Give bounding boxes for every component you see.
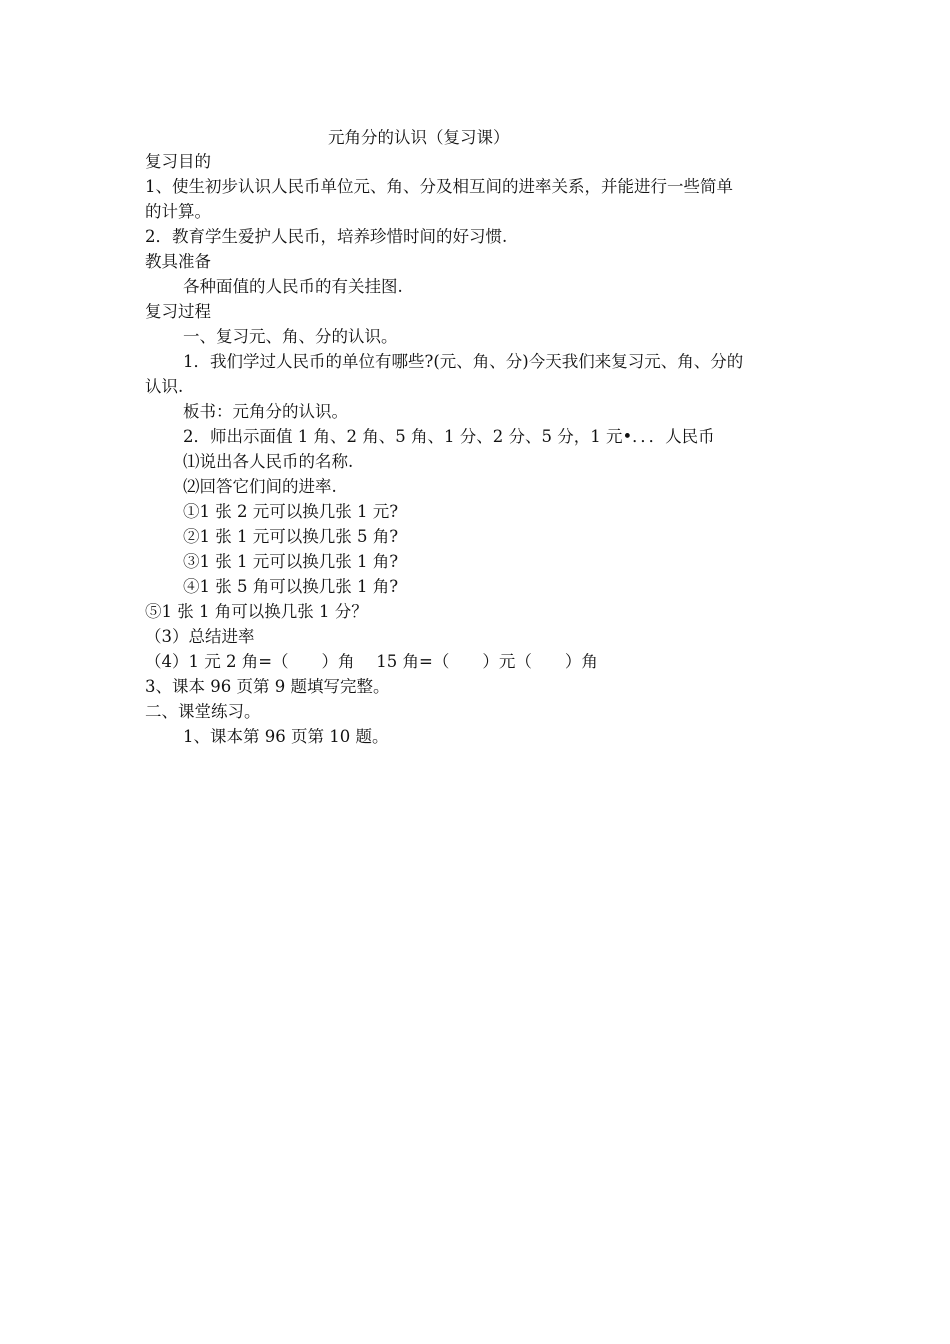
- list-item: ⑤1 张 1 角可以换几张 1 分？: [145, 602, 368, 621]
- paragraph-line: 1、课本第 96 页第 10 题。: [183, 727, 389, 746]
- list-item: ⑴说出各人民币的名称.: [183, 452, 354, 471]
- paragraph-line: 2．教育学生爱护人民币，培养珍惜时间的好习惯.: [145, 227, 508, 246]
- section-heading: 二、课堂练习。: [145, 702, 261, 721]
- paragraph-line: 板书：元角分的认识。: [183, 402, 348, 421]
- paragraph-line: 认识.: [145, 377, 184, 396]
- section-heading: 一、复习元、角、分的认识。: [183, 327, 398, 346]
- paragraph-line: 2．师出示面值 1 角、2 角、5 角、1 分、2 分、5 分，1 元•．．．人民币: [183, 427, 715, 446]
- list-item: （3）总结进率: [145, 627, 255, 646]
- list-item: （4）1 元 2 角=（ ）角 15 角=（ ）元（ ）角: [145, 652, 598, 671]
- heading-review-goals: 复习目的: [145, 152, 211, 171]
- paragraph-line: 1、使生初步认识人民币单位元、角、分及相互间的进率关系，并能进行一些简单: [145, 177, 733, 196]
- paragraph-line: 1．我们学过人民币的单位有哪些?(元、角、分)今天我们来复习元、角、分的: [183, 352, 744, 371]
- list-item: ④1 张 5 角可以换几张 1 角?: [183, 577, 399, 596]
- document-title: 元角分的认识（复习课）: [328, 128, 510, 147]
- list-item: ①1 张 2 元可以换几张 1 元?: [183, 502, 399, 521]
- paragraph-line: 3、课本 96 页第 9 题填写完整。: [145, 677, 390, 696]
- paragraph-line: 的计算。: [145, 202, 211, 221]
- list-item: ③1 张 1 元可以换几张 1 角?: [183, 552, 399, 571]
- heading-teaching-aids: 教具准备: [145, 252, 211, 271]
- paragraph-line: 各种面值的人民币的有关挂图.: [183, 277, 403, 296]
- heading-review-process: 复习过程: [145, 302, 211, 321]
- list-item: ⑵回答它们间的进率.: [183, 477, 337, 496]
- list-item: ②1 张 1 元可以换几张 5 角?: [183, 527, 399, 546]
